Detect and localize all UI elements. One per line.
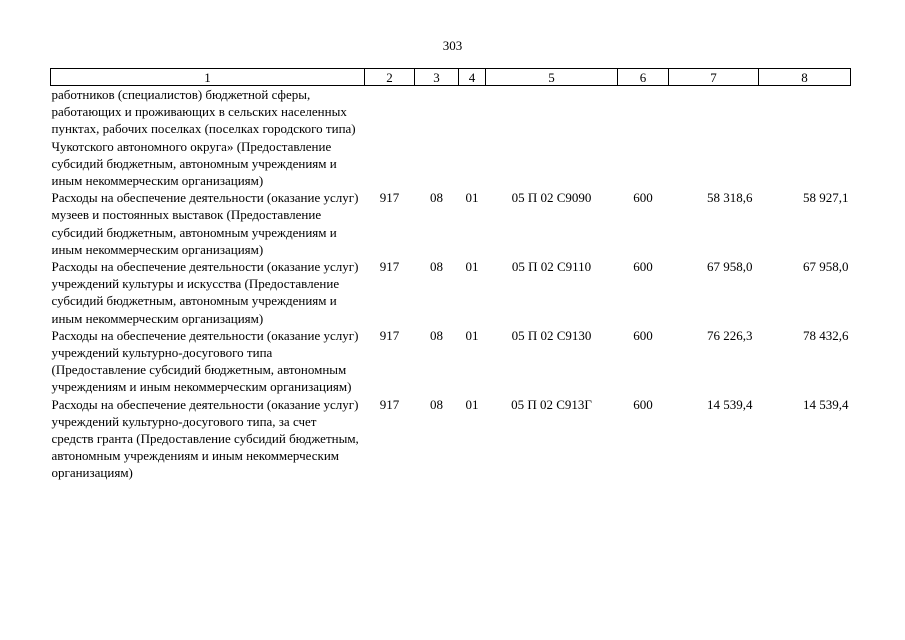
header-col-4: 4 [459, 69, 486, 86]
table-header [51, 69, 851, 86]
row-target-article: 05 П 02 С9130 [511, 327, 592, 343]
header-col-1: 1 [51, 69, 365, 86]
header-row [51, 69, 851, 86]
row-target-article: 05 П 02 С913Г [511, 396, 592, 412]
row-ministry-code: 917 [379, 396, 400, 412]
row-amount-2: 58 927,1 [803, 190, 849, 206]
header-col-3: 3 [415, 69, 459, 86]
row-subsection-code: 01 [465, 327, 479, 343]
continuation-text: работников (специалистов) бюджетной сферы, работающих и проживающих в сельских населенных пунктах, рабочих поселках (поселках городского типа) Чукотского автономного округа» (Предоставление субсидий бюджетным, автономным учреждениям и иным некоммерческим организациям) [51, 87, 356, 189]
row-expense-type: 600 [633, 259, 653, 275]
row-section-code: 08 [430, 396, 443, 412]
row-subsection-code: 01 [465, 396, 479, 412]
row-name: Расходы на обеспечение деятельности (оказание услуг) учреждений культурно-досугового типа (Предоставление субсидий бюджетным, автономным учреждениям и иным некоммерческим организациям) [51, 327, 359, 395]
row-name: Расходы на обеспечение деятельности (оказание услуг) музеев и постоянных выставок (Предоставление субсидий бюджетным, автономным учреждениям и иным некоммерческим организациям) [51, 190, 359, 257]
table-row [51, 396, 851, 482]
row-expense-type: 600 [633, 190, 653, 206]
row-section-code: 08 [430, 190, 443, 206]
table-row [51, 258, 851, 327]
row-target-article: 05 П 02 С9110 [511, 259, 592, 275]
row-amount-1: 14 539,4 [707, 396, 753, 412]
row-section-code: 08 [430, 327, 443, 343]
header-col-8: 8 [759, 69, 851, 86]
header-col-6: 6 [618, 69, 669, 86]
header-col-2: 2 [365, 69, 415, 86]
row-name: Расходы на обеспечение деятельности (оказание услуг) учреждений культурно-досугового типа, за счет средств гранта (Предоставление субсидий бюджетным, автономным учреждениям и иным некоммерческим организациям) [51, 396, 359, 481]
row-amount-1: 58 318,6 [707, 190, 753, 206]
row-target-article: 05 П 02 С9090 [511, 190, 592, 206]
row-subsection-code: 01 [465, 190, 479, 206]
row-ministry-code: 917 [379, 259, 400, 275]
header-col-5: 5 [486, 69, 618, 86]
page-number: 303 [442, 38, 463, 53]
row-amount-2: 67 958,0 [803, 259, 849, 275]
row-section-code: 08 [430, 259, 443, 275]
table-row [51, 189, 851, 258]
row-ministry-code: 917 [379, 327, 400, 343]
budget-table [50, 68, 851, 482]
row-amount-1: 67 958,0 [707, 259, 753, 275]
row-amount-2: 78 432,6 [803, 327, 849, 343]
row-expense-type: 600 [633, 396, 653, 412]
row-subsection-code: 01 [465, 259, 479, 275]
row-expense-type: 600 [633, 327, 653, 343]
row-amount-1: 76 226,3 [707, 327, 753, 343]
table-body [51, 86, 851, 482]
row-name: Расходы на обеспечение деятельности (оказание услуг) учреждений культуры и искусства (Предоставление субсидий бюджетным, автономным учреждениям и иным некоммерческим организациям) [51, 259, 359, 326]
header-col-7: 7 [669, 69, 759, 86]
table-row-continuation [51, 86, 851, 190]
row-amount-2: 14 539,4 [803, 396, 849, 412]
row-ministry-code: 917 [379, 190, 400, 206]
table-row [51, 327, 851, 396]
